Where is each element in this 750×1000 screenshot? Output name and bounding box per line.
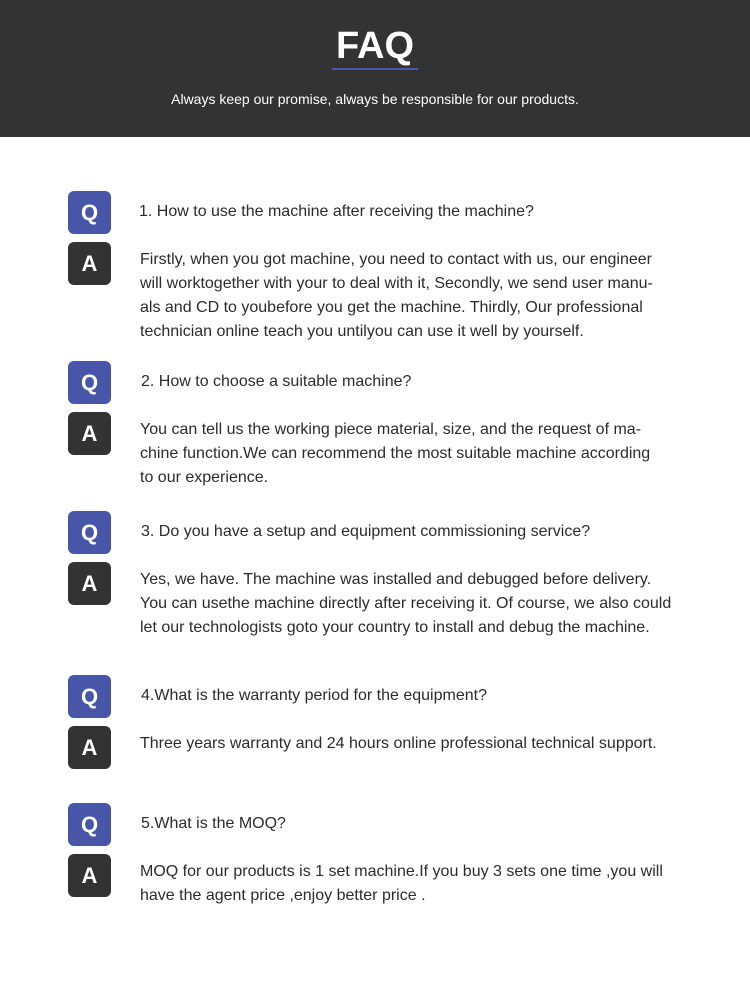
- question-badge-4: Q: [68, 675, 111, 718]
- question-badge-3: Q: [68, 511, 111, 554]
- answer-5-line: have the agent price ,enjoy better price .: [140, 887, 426, 904]
- answer-badge-2: A: [68, 412, 111, 455]
- answer-3-line: let our technologists goto your country to install and debug the machine.: [140, 619, 650, 636]
- page-title: FAQ: [335, 25, 415, 67]
- answer-3-line: You can usethe machine directly after receiving it. Of course, we also could: [140, 595, 672, 612]
- answer-badge-5: A: [68, 854, 111, 897]
- answer-badge-3: A: [68, 562, 111, 605]
- answer-5: [140, 860, 688, 908]
- answer-badge-4: A: [68, 726, 111, 769]
- answer-3-line: Yes, we have. The machine was installed and debugged before delivery.: [140, 571, 652, 588]
- question-2: 2. How to choose a suitable machine?: [141, 373, 412, 390]
- answer-4-line: Three years warranty and 24 hours online professional technical support.: [140, 735, 657, 752]
- answer-1-line: Firstly, when you got machine, you need to contact with us, our engineer: [140, 251, 652, 268]
- answer-2-line: chine function.We can recommend the most suitable machine according: [140, 445, 651, 462]
- question-3: 3. Do you have a setup and equipment commissioning service?: [141, 523, 591, 540]
- answer-badge-1: A: [68, 242, 111, 285]
- question-4: 4.What is the warranty period for the equipment?: [141, 687, 487, 704]
- page-subtitle: Always keep our promise, always be responsible for our products.: [171, 91, 579, 107]
- page-header: [0, 0, 750, 137]
- answer-1-line: will worktogether with your to deal with it, Secondly, we send user manu-: [140, 275, 653, 292]
- question-badge-2: Q: [68, 361, 111, 404]
- question-1: 1. How to use the machine after receiving the machine?: [139, 203, 534, 220]
- answer-2-line: You can tell us the working piece material, size, and the request of ma-: [140, 421, 642, 438]
- answer-2: [140, 418, 688, 490]
- answer-1: [140, 248, 688, 344]
- answer-1-line: technician online teach you untilyou can use it well by yourself.: [140, 323, 584, 340]
- answer-2-line: to our experience.: [140, 469, 269, 486]
- answer-3: [140, 568, 688, 640]
- question-5: 5.What is the MOQ?: [141, 815, 286, 832]
- answer-4: [140, 732, 688, 756]
- answer-5-line: MOQ for our products is 1 set machine.If you buy 3 sets one time ,you will: [140, 863, 663, 880]
- question-badge-1: Q: [68, 191, 111, 234]
- title-underline: [332, 68, 418, 70]
- answer-1-line: als and CD to youbefore you get the machine. Thirdly, Our professional: [140, 299, 643, 316]
- question-badge-5: Q: [68, 803, 111, 846]
